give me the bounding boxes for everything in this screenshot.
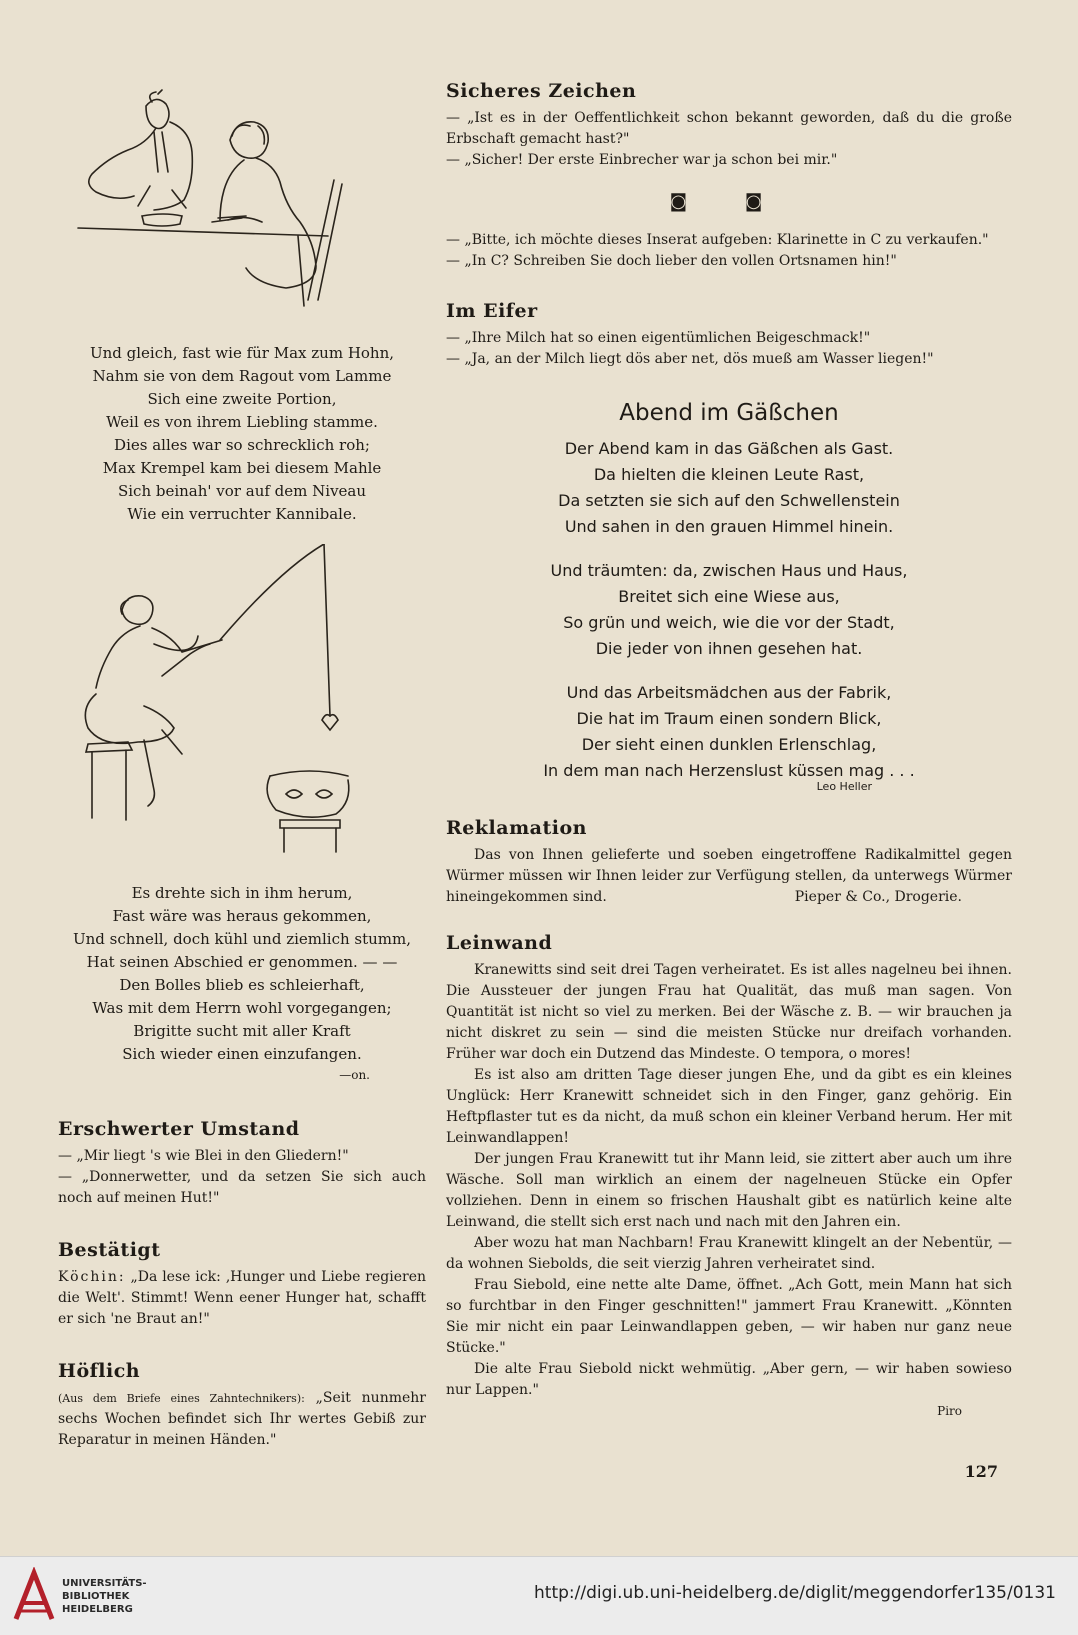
poem-line: Und sahen in den grauen Himmel hinein.: [564, 517, 894, 536]
story-paragraph: Frau Siebold, eine nette alte Dame, öffnet. „Ach Gott, mein Mann hat sich so furchtbar in den Finger geschnitten!" jammert Frau Kranewitt. „Könnten Sie mir nicht ein paar Leinwandlappen geben, — wir haben nur ganz neue Stücke.": [446, 1277, 1012, 1356]
section-title: Bestätigt: [58, 1239, 161, 1261]
dialogue-line: — „In C? Schreiben Sie doch lieber den vollen Ortsnamen hin!": [446, 253, 897, 269]
dialogue-line: — „Mir liegt 's wie Blei in den Gliedern!": [58, 1148, 349, 1164]
section-title: Leinwand: [446, 932, 553, 954]
poem-line: Was mit dem Herrn wohl vorgegangen;: [92, 999, 392, 1017]
section-reklamation: [446, 817, 1012, 908]
section-title: Höflich: [58, 1360, 141, 1382]
section-title: Reklamation: [446, 817, 587, 839]
section-title: Im Eifer: [446, 300, 538, 322]
section-title: Sicheres Zeichen: [446, 80, 637, 102]
poem-line: Max Krempel kam bei diesem Mahle: [102, 459, 382, 477]
section-im-eifer: [446, 300, 1012, 370]
poem-line: Die hat im Traum einen sondern Blick,: [576, 709, 882, 728]
library-name: [62, 1577, 147, 1616]
section-body: [446, 328, 1012, 370]
poem-line: Und gleich, fast wie für Max zum Hohn,: [89, 344, 395, 362]
page-number: 127: [964, 1462, 998, 1481]
poem-line: Die jeder von ihnen gesehen hat.: [595, 639, 863, 658]
story-paragraph: Kranewitts sind seit drei Tagen verheiratet. Es ist alles nagelneu bei ihnen. Die Aussteuer der jungen Frau hat Qualität, das muß man sagen. Von Quantität ist nicht so viel zu merken. Bei der Wäsche z. B. — wir brauchen ja nicht diskret zu sein — sind die meisten Stücke nur dreifach vorhanden. Früher war doch ein Dutzend das Mindeste. O tempora, o mores!: [446, 962, 1012, 1062]
university-library-logo-icon: [12, 1567, 56, 1625]
poem-author: Leo Heller: [816, 780, 872, 793]
section-erschwerter-umstand: [58, 1118, 426, 1209]
poem-line: Brigitte sucht mit aller Kraft: [133, 1022, 351, 1040]
poem-line: Sich eine zweite Portion,: [147, 390, 337, 408]
dialogue-line: — „Ja, an der Milch liegt dös aber net, dös mueß am Wasser liegen!": [446, 351, 934, 367]
section-inserat: [446, 230, 1012, 272]
story-paragraph: Es ist also am dritten Tage dieser jungen Ehe, und da gibt es ein kleines Unglück: Herr Kranewitt schneidet sich in den Finger, ganz gehörig. Ein Heftpflaster tut es da nicht, da muß schon ein kleiner Verband herum. Her mit Leinwandlappen!: [446, 1067, 1012, 1146]
library-footer: [0, 1556, 1078, 1635]
poem-line: Wie ein verruchter Kannibale.: [127, 505, 357, 523]
dialogue-line: — „Donnerwetter, und da setzen Sie sich auch noch auf meinen Hut!": [58, 1169, 426, 1206]
story-signature: Piro: [937, 1404, 962, 1418]
ornament-divider: ◙ ◙: [669, 191, 789, 212]
poem-line: In dem man nach Herzenslust küssen mag . . .: [543, 761, 915, 780]
dialogue-line: — „Ihre Milch hat so einen eigentümlichen Beigeschmack!": [446, 330, 871, 346]
poem-line: Sich wieder einen einzufangen.: [122, 1045, 362, 1063]
section-bestaetigt: [58, 1239, 426, 1330]
poem-line: Der Abend kam in das Gäßchen als Gast.: [564, 439, 894, 458]
poem-line: Es drehte sich in ihm herum,: [131, 884, 353, 902]
poem-line: Den Bolles blieb es schleierhaft,: [119, 976, 365, 994]
source-note: (Aus dem Briefe eines Zahntechnikers):: [58, 1392, 305, 1405]
poem-part-two: [58, 882, 426, 1066]
dialogue-line: — „Ist es in der Oeffentlichkeit schon bekannt geworden, daß du die große Erbschaft gemacht hast?": [446, 110, 1012, 147]
poem-line: Dies alles war so schrecklich roh;: [114, 436, 370, 454]
cartoon-woman-fishing-illustration: [70, 544, 400, 854]
left-column: [58, 88, 426, 1451]
poem-stanza-2: [446, 558, 1012, 662]
library-name-line: UNIVERSITÄTS-: [62, 1578, 147, 1589]
section-body: [58, 1146, 426, 1209]
poem-line: So grün und weich, wie die vor der Stadt,: [563, 613, 895, 632]
section-title: Erschwerter Umstand: [58, 1118, 300, 1140]
section-body: [58, 1267, 426, 1330]
poem-line: Und träumten: da, zwischen Haus und Haus,: [550, 561, 908, 580]
section-leinwand: [446, 932, 1012, 1422]
poem-title: Abend im Gäßchen: [619, 400, 839, 426]
speaker-label: Köchin:: [58, 1269, 126, 1285]
poem-part-one: [58, 342, 426, 526]
section-body: [446, 108, 1012, 171]
poem-signature: —on.: [339, 1068, 370, 1082]
poem-line: Weil es von ihrem Liebling stamme.: [106, 413, 378, 431]
right-column: [446, 80, 1012, 1422]
dialogue-line: — „Sicher! Der erste Einbrecher war ja schon bei mir.": [446, 152, 838, 168]
story-paragraph: Die alte Frau Siebold nickt wehmütig. „Aber gern, — wir haben sowieso nur Lappen.": [446, 1361, 1012, 1398]
poem-line: Da setzten sie sich auf den Schwellenstein: [558, 491, 900, 510]
anecdote-signature: Pieper & Co., Drogerie.: [794, 889, 962, 905]
poem-line: Nahm sie von dem Ragout vom Lamme: [92, 367, 392, 385]
section-body: [58, 1388, 426, 1451]
story-paragraph: Der jungen Frau Kranewitt tut ihr Mann leid, sie zittert aber auch um ihre Wäsche. Soll man wirklich an einem der nagelneuen Stücke ein Opfer vollziehen. Denn in einem so frischen Haushalt gibt es natürlich keine alte Leinwand, die stellt sich erst nach und nach mit den Jahren ein.: [446, 1151, 1012, 1230]
poem-line: Der sieht einen dunklen Erlenschlag,: [581, 735, 877, 754]
poem-line: Und schnell, doch kühl und ziemlich stumm,: [72, 930, 412, 948]
poem-abend-im-gaesschen: [446, 400, 1012, 793]
poem-line: Und das Arbeitsmädchen aus der Fabrik,: [566, 683, 892, 702]
anecdote-text: Das von Ihnen gelieferte und soeben eingetroffene Radikalmittel gegen Würmer müssen wir Ihnen leider zur Verfügung stellen, da unterwegs Würmer hineingekommen sind.: [446, 847, 1012, 905]
section-body: [446, 960, 1012, 1422]
cartoon-couple-dining-illustration: [58, 88, 358, 310]
permalink-url[interactable]: http://digi.ub.uni-heidelberg.de/diglit/meggendorfer135/0131: [534, 1583, 1056, 1603]
library-name-line: BIBLIOTHEK: [62, 1591, 130, 1602]
section-sicheres-zeichen: [446, 80, 1012, 171]
anecdote-text: „Da lese ick: ‚Hunger und Liebe regieren die Welt'. Stimmt! Wenn eener Hunger hat, schafft er sich 'ne Braut an!": [58, 1269, 427, 1327]
anecdote-text: „Seit nunmehr sechs Wochen befindet sich Ihr wertes Gebiß zur Reparatur in meinen Händen.": [58, 1390, 426, 1448]
story-paragraph: Aber wozu hat man Nachbarn! Frau Kranewitt klingelt an der Nebentür, — da wohnen Siebolds, die seit vierzig Jahren verheiratet sind.: [446, 1235, 1012, 1272]
section-body: [446, 845, 1012, 908]
poem-line: Da hielten die kleinen Leute Rast,: [593, 465, 865, 484]
poem-stanza-3: [446, 680, 1012, 784]
poem-line: Sich beinah' vor auf dem Niveau: [117, 482, 367, 500]
dialogue-line: — „Bitte, ich möchte dieses Inserat aufgeben: Klarinette in C zu verkaufen.": [446, 232, 989, 248]
poem-line: Hat seinen Abschied er genommen. — —: [86, 953, 398, 971]
library-name-line: HEIDELBERG: [62, 1604, 133, 1615]
section-hoeflich: [58, 1360, 426, 1451]
poem-stanza-1: [446, 436, 1012, 540]
poem-line: Fast wäre was heraus gekommen,: [112, 907, 372, 925]
poem-line: Breitet sich eine Wiese aus,: [618, 587, 840, 606]
